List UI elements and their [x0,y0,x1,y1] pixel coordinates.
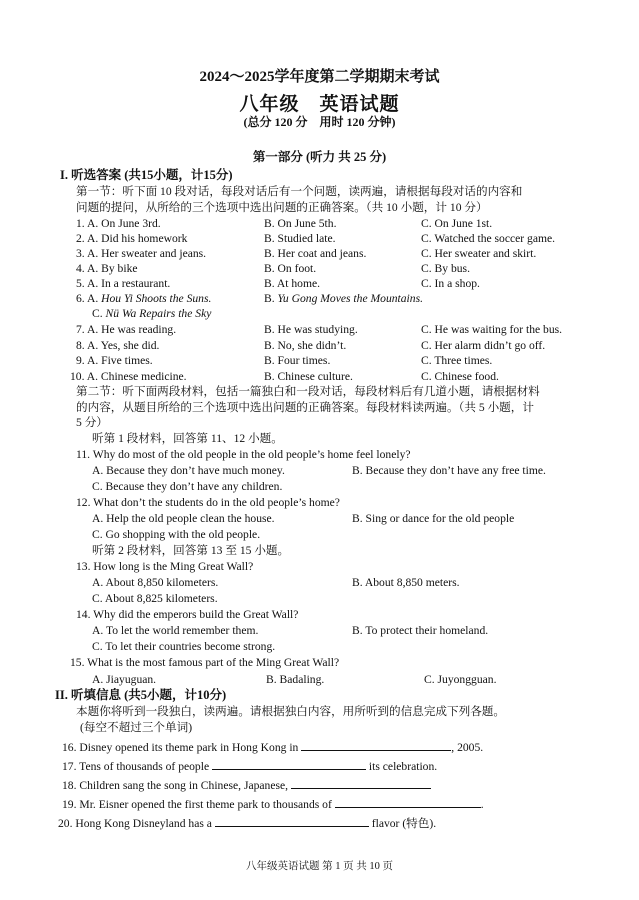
section-i-instruction: 的内容，从题目所给的三个选项中选出问题的正确答案。每段材料读两遍。（共 5 小题，计 [76,401,534,414]
section-i-title: I. 听选答案 (共15小题，计15分) [60,168,233,182]
score-time: (总分 120 分 用时 120 分钟) [243,115,396,129]
option-a: 4. A. By bike [76,262,138,275]
option-a: A. Because they don’t have much money. [92,464,285,477]
option-c: C. Chinese food. [421,370,499,383]
option-a: 10. A. Chinese medicine. [70,370,187,383]
option-b: B. At home. [264,277,321,290]
section-ii-instruction: 本题你将听到一段独白，读两遍。请根据独白内容，用所听到的信息完成下列各题。 [76,705,505,718]
option-b: B. Yu Gong Moves the Mountains. [264,292,423,305]
option-b: B. Chinese culture. [264,370,353,383]
material-note: 听第 1 段材料，回答第 11、12 小题。 [92,432,283,445]
answer-blank[interactable] [291,777,431,789]
section-ii-instruction: (每空不超过三个单词) [80,721,193,734]
fill-question: 20. Hong Kong Disneyland has a flavor (特色). [58,817,437,830]
option-c: C. Because they don’t have any children. [92,480,283,493]
option-b: B. On June 5th. [264,217,337,230]
section-i-instruction: 5 分） [76,416,108,429]
option-a: 3. A. Her sweater and jeans. [76,247,207,260]
question-stem: 11. Why do most of the old people in the old people’s home feel lonely? [76,448,411,461]
fill-question: 17. Tens of thousands of people its celebration. [62,760,438,773]
fill-question: 16. Disney opened its theme park in Hong Kong in , 2005. [62,741,484,754]
option-a: 6. A. Hou Yi Shoots the Suns. [76,292,212,305]
option-c: C. About 8,825 kilometers. [92,592,218,605]
option-b: B. Sing or dance for the old people [352,512,515,525]
option-a: 8. A. Yes, she did. [76,339,160,352]
option-b: B. Studied late. [264,232,336,245]
option-a: A. To let the world remember them. [92,624,259,637]
question-stem: 14. Why did the emperors build the Great Wall? [76,608,299,621]
option-c: C. Three times. [421,354,493,367]
option-c: C. Juyongguan. [424,673,497,686]
option-a: 9. A. Five times. [76,354,153,367]
section-i-instruction: 第二节：听下面两段材料，包括一篇独白和一段对话，每段材料后有几道小题，请根据材料 [76,385,540,398]
page-footer: 八年级英语试题 第 1 页 共 10 页 [246,861,393,872]
section-i-instruction: 问题的提问，从所给的三个选项中选出问题的正确答案。（共 10 小题，计 10 分） [76,201,488,214]
exam-title: 2024～2025学年度第二学期期末考试 [199,69,440,85]
option-b: B. To protect their homeland. [352,624,489,637]
option-c: C. To let their countries become strong. [92,640,276,653]
answer-blank[interactable] [335,796,481,808]
option-a: A. About 8,850 kilometers. [92,576,219,589]
fill-question: 19. Mr. Eisner opened the first theme park to thousands of . [62,798,484,811]
part1-title: 第一部分 (听力 共 25 分) [252,150,387,164]
subject-title: 八年级 英语试题 [239,94,400,115]
option-b: B. He was studying. [264,323,358,336]
question-stem: 12. What don’t the students do in the old people’s home? [76,496,340,509]
option-a: 5. A. In a restaurant. [76,277,171,290]
answer-blank[interactable] [301,739,451,751]
option-a: 7. A. He was reading. [76,323,177,336]
option-a: A. Jiayuguan. [92,673,157,686]
option-b: B. Badaling. [266,673,325,686]
option-b: B. Four times. [264,354,331,367]
option-c: C. By bus. [421,262,470,275]
option-c: C. Watched the soccer game. [421,232,556,245]
option-a: 2. A. Did his homework [76,232,188,245]
option-a: 1. A. On June 3rd. [76,217,161,230]
answer-blank[interactable] [212,758,366,770]
fill-question: 18. Children sang the song in Chinese, Japanese, [62,777,431,793]
option-b: B. On foot. [264,262,317,275]
option-b: B. Her coat and jeans. [264,247,367,260]
section-ii-title: II. 听填信息 (共5小题，计10分) [55,688,227,702]
option-b: B. No, she didn’t. [264,339,347,352]
option-a: A. Help the old people clean the house. [92,512,275,525]
option-c: C. He was waiting for the bus. [421,323,563,336]
option-c: C. Go shopping with the old people. [92,528,261,541]
answer-blank[interactable] [215,815,369,827]
section-i-instruction: 第一节：听下面 10 段对话，每段对话后有一个问题，读两遍，请根据每段对话的内容和 [76,185,523,198]
option-c: C. Her sweater and skirt. [421,247,537,260]
option-b: B. Because they don’t have any free time. [352,464,546,477]
option-c: C. Her alarm didn’t go off. [421,339,546,352]
option-c: C. Nü Wa Repairs the Sky [92,307,212,320]
option-b: B. About 8,850 meters. [352,576,460,589]
question-stem: 13. How long is the Ming Great Wall? [76,560,254,573]
material-note: 听第 2 段材料，回答第 13 至 15 小题。 [92,544,290,557]
option-c: C. In a shop. [421,277,480,290]
question-stem: 15. What is the most famous part of the Ming Great Wall? [70,656,340,669]
option-c: C. On June 1st. [421,217,493,230]
